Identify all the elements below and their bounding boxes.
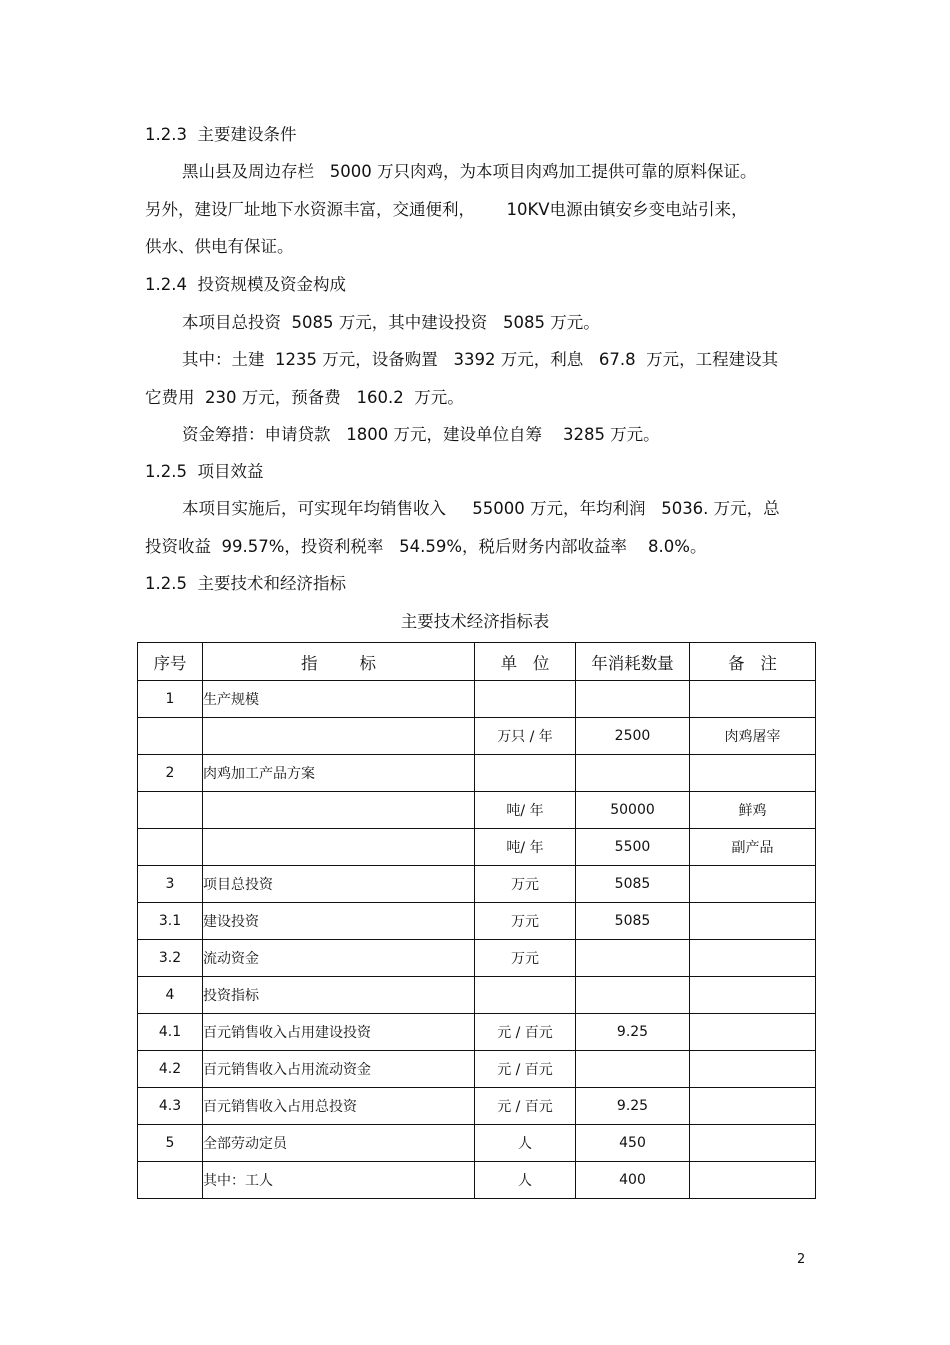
index-cell: 4.2 (138, 1051, 203, 1088)
indicator-cell: 百元销售收入占用流动资金 (203, 1051, 475, 1088)
remark-cell (690, 755, 816, 792)
unit-cell: 万元 (475, 866, 576, 903)
indicator-cell (203, 718, 475, 755)
paragraph-line: 投资收益 99.57%，投资利税率 54.59%，税后财务内部收益率 8.0%。 (145, 537, 707, 556)
paragraph-line: 黑山县及周边存栏 5000 万只肉鸡，为本项目肉鸡加工提供可靠的原料保证。 (182, 162, 757, 181)
table-header-row (138, 643, 816, 681)
remark-cell (690, 1162, 816, 1199)
quantity-cell (576, 1051, 690, 1088)
index-cell: 2 (138, 755, 203, 792)
table-row (138, 1162, 816, 1199)
quantity-cell (576, 681, 690, 718)
header-quantity: 年消耗数量 (576, 643, 690, 681)
paragraph-line: 其中：土建 1235 万元，设备购置 3392 万元，利息 67.8 万元，工程建设其 (182, 350, 779, 369)
indicator-cell (203, 792, 475, 829)
remark-cell: 肉鸡屠宰 (690, 718, 816, 755)
quantity-cell: 450 (576, 1125, 690, 1162)
unit-cell: 人 (475, 1162, 576, 1199)
quantity-cell: 5085 (576, 866, 690, 903)
indicator-cell: 百元销售收入占用建设投资 (203, 1014, 475, 1051)
indicator-cell: 建设投资 (203, 903, 475, 940)
quantity-cell: 5500 (576, 829, 690, 866)
index-cell: 3.1 (138, 903, 203, 940)
table-row (138, 718, 816, 755)
indicator-cell: 其中：工人 (203, 1162, 475, 1199)
table-row (138, 903, 816, 940)
table-row (138, 940, 816, 977)
remark-cell (690, 1088, 816, 1125)
quantity-cell: 5085 (576, 903, 690, 940)
unit-cell: 元 / 百元 (475, 1051, 576, 1088)
heading-1-2-4: 1.2.4 投资规模及资金构成 (145, 275, 346, 294)
remark-cell (690, 1014, 816, 1051)
index-cell: 3 (138, 866, 203, 903)
heading-1-2-5-indicators: 1.2.5 主要技术和经济指标 (145, 574, 346, 593)
paragraph-line: 本项目总投资 5085 万元，其中建设投资 5085 万元。 (182, 313, 600, 332)
indicator-cell: 流动资金 (203, 940, 475, 977)
paragraph-line: 它费用 230 万元，预备费 160.2 万元。 (145, 388, 464, 407)
table-row (138, 1014, 816, 1051)
unit-cell: 元 / 百元 (475, 1088, 576, 1125)
unit-cell: 吨/ 年 (475, 829, 576, 866)
paragraph-line: 本项目实施后，可实现年均销售收入 55000 万元，年均利润 5036. 万元，总 (182, 499, 780, 518)
quantity-cell: 9.25 (576, 1088, 690, 1125)
table-row (138, 1051, 816, 1088)
index-cell: 4.3 (138, 1088, 203, 1125)
index-cell: 1 (138, 681, 203, 718)
indicator-cell: 投资指标 (203, 977, 475, 1014)
table-row (138, 977, 816, 1014)
quantity-cell: 400 (576, 1162, 690, 1199)
unit-cell: 万元 (475, 903, 576, 940)
unit-cell: 元 / 百元 (475, 1014, 576, 1051)
remark-cell (690, 681, 816, 718)
indicator-cell: 百元销售收入占用总投资 (203, 1088, 475, 1125)
unit-cell (475, 977, 576, 1014)
unit-cell: 万只 / 年 (475, 718, 576, 755)
paragraph-line: 另外，建设厂址地下水资源丰富，交通便利， 10KV电源由镇安乡变电站引来， (145, 200, 748, 219)
index-cell (138, 1162, 203, 1199)
remark-cell (690, 866, 816, 903)
table-row (138, 1125, 816, 1162)
remark-cell (690, 977, 816, 1014)
table-row (138, 755, 816, 792)
heading-1-2-3: 1.2.3 主要建设条件 (145, 125, 297, 144)
remark-cell: 鲜鸡 (690, 792, 816, 829)
index-cell (138, 718, 203, 755)
table-caption: 主要技术经济指标表 (400, 612, 550, 631)
header-unit: 单 位 (475, 643, 576, 681)
remark-cell (690, 1125, 816, 1162)
heading-1-2-5-benefits: 1.2.5 项目效益 (145, 462, 264, 481)
quantity-cell (576, 940, 690, 977)
remark-cell (690, 1051, 816, 1088)
indicator-cell (203, 829, 475, 866)
table-row (138, 681, 816, 718)
remark-cell (690, 940, 816, 977)
table-row (138, 866, 816, 903)
remark-cell: 副产品 (690, 829, 816, 866)
page-number: 2 (797, 1252, 806, 1267)
table-row (138, 792, 816, 829)
indicator-cell: 肉鸡加工产品方案 (203, 755, 475, 792)
index-cell: 4.1 (138, 1014, 203, 1051)
quantity-cell: 2500 (576, 718, 690, 755)
paragraph-line: 资金筹措：申请贷款 1800 万元，建设单位自筹 3285 万元。 (182, 425, 660, 444)
header-remark: 备 注 (690, 643, 816, 681)
unit-cell: 万元 (475, 940, 576, 977)
paragraph-line: 供水、供电有保证。 (145, 237, 294, 256)
indicator-cell: 生产规模 (203, 681, 475, 718)
unit-cell (475, 681, 576, 718)
quantity-cell: 9.25 (576, 1014, 690, 1051)
index-cell: 3.2 (138, 940, 203, 977)
remark-cell (690, 903, 816, 940)
unit-cell: 人 (475, 1125, 576, 1162)
indicators-table (137, 642, 816, 1199)
index-cell: 5 (138, 1125, 203, 1162)
index-cell (138, 829, 203, 866)
header-indicator: 指 标 (203, 643, 475, 681)
index-cell: 4 (138, 977, 203, 1014)
table-row (138, 829, 816, 866)
quantity-cell (576, 977, 690, 1014)
quantity-cell: 50000 (576, 792, 690, 829)
unit-cell: 吨/ 年 (475, 792, 576, 829)
indicator-cell: 项目总投资 (203, 866, 475, 903)
unit-cell (475, 755, 576, 792)
index-cell (138, 792, 203, 829)
indicator-cell: 全部劳动定员 (203, 1125, 475, 1162)
header-index: 序号 (138, 643, 203, 681)
table-row (138, 1088, 816, 1125)
quantity-cell (576, 755, 690, 792)
